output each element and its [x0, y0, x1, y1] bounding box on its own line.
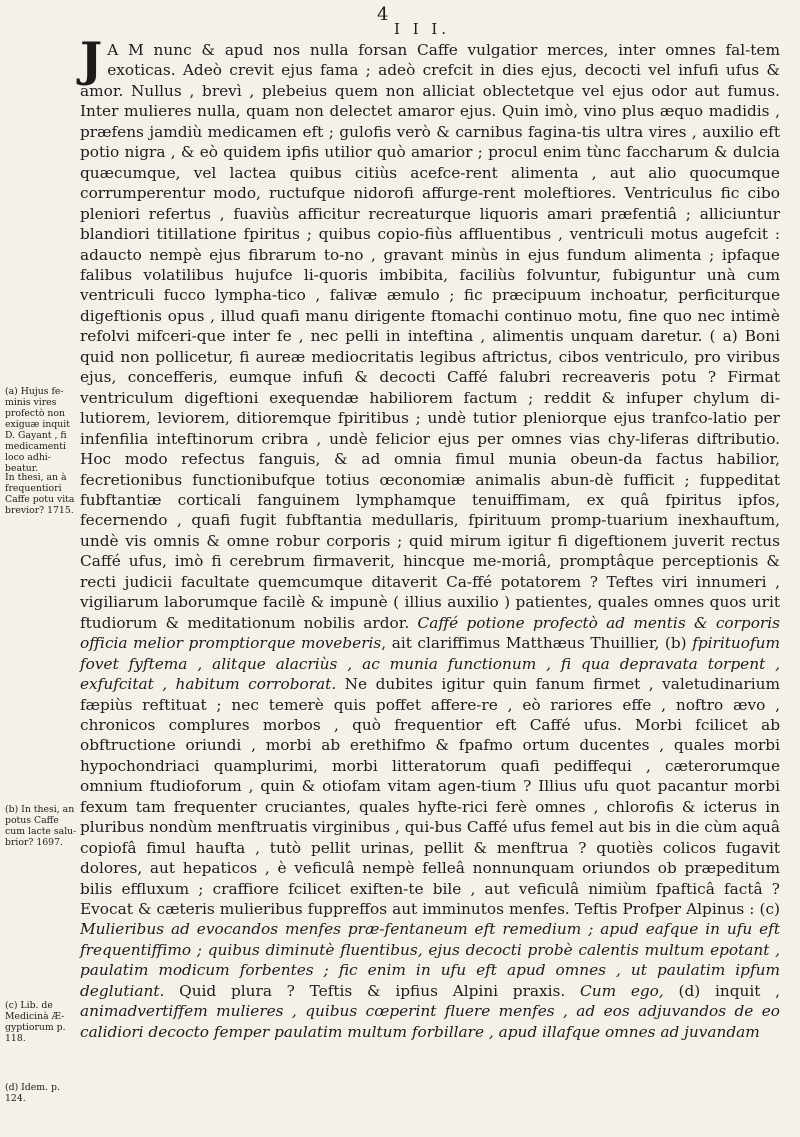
signature-mark: 4 — [377, 4, 389, 25]
quote-alpinus-2a: Cum ego, — [580, 981, 664, 1000]
text-run-1: A M nunc & apud nos nulla forsan Caffe vulgatior merces, inter omnes fal-tem exoticas. Adeò crevit ejus fama ; adeò crefcit in dies ejus, decocti vel infufi ufus & amor. Nullus , brevì , plebeius quem non alliciat oblectetque vel ejus odor aut fumus. Inter mulieres nulla, quam non delectet amaror ejus. Quin imò, vino plus æquo madidis , præfens jamdiù medicamen eft ; gulofis verò & carnibus fagina-tis ultra vires , auxilio eft potio nigra , & eò quidem ipfis utilior quò amarior ; procul enim tùnc faccharum & dulcia quæcumque, vel lactea quibus citiùs acefce-rent alimenta , aut alio quocumque corrumperentur modo, ructufque nidorofi affurge-rent moleftiores. Ventriculus fic cibo pleniori refertus , fuaviùs afficitur recreaturque liquoris amari præfentiâ ; alliciuntur blandiori titillatione fpiritus ; quibus copio-fiùs affluentibus , ventriculi motus augefcit : adaucto nempè ejus fibrarum to-no , gravant minùs in ejus fundum alimenta ; ipfaque falibus volatilibus hujufce li-quoris imbibita, faciliùs folvuntur, fubiguntur unà cum ventriculi fucco lympha-tico , falivæ æmulo ; fic præcipuum inchoatur, perficiturque digeftionis opus , illud quafi manu dirigente ftomachi continuo motu, fine quo nec intimè refolvi mifceri-que inter fe , nec pelli in inteftina , alimentis unquam daretur. ( a) Boni quid non pollicetur, fi aureæ mediocritatis legibus aftrictus, cibos ventriculo, pro viribus ejus, concefferis, eumque infufi & decocti Caffé falubri recreaveris potu ? Firmat ventriculum digeftioni exequendæ habiliorem factum ; reddit & infuper chylum di-lutiorem, leviorem, ditioremque fpiritibus ; undè tutior pleniorque ejus tranfco-latio per infenfilia inteftinorum cribra , undè felicior ejus per omnes vias chy-liferas diftributio. Hoc modo refectus fanguis, & ad omnia fimul munia obeun-da factus habilior, fecretionibus functionibufque totius œconomiæ animalis abun-dè fufficit ; fuppeditat fubftantiæ corticali fanguinem lymphamque tenuiffimam, ex quâ fpiritus ipfos, fecernendo , quafi fugit fubftantia medullaris, fpirituum promp-tuarium inexhauftum, undè vis omnis & omne robur corporis ; quid mirum igitur fi digeftionem juverit rectus Caffé ufus, imò fi cerebrum firmaverit, hincque me-moriâ, promptâque perceptionis & recti judicii facultate quemcumque ditaverit Ca-ffé potatorem ? Teftes viri innumeri , vigiliarum laborumque facilè & impunè ( illius auxilio ) patientes, quales omnes quos urit ftudiorum & meditationum nobilis ardor. — [80, 41, 780, 632]
text-run-2: , ait clariffimus Matthæus Thuillier, (b) — [381, 634, 693, 653]
margin-note-thesis-1715: In thesi, an à frequentiori Caffe potu vita brevior? 1715. — [5, 472, 75, 516]
quote-alpinus-1: Mulieribus ad evocandos menfes præ-fentaneum eft remedium ; apud eafque in ufu eft frequentiffimo ; quibus diminutè fluentibus, ejus decocti probè calentis multum epotant , paulatim modicum forbentes ; fic enim in ufu eft apud omnes , ut paulatim ipfum deglutiant. — [80, 920, 780, 1000]
quote-alpinus-2b: animadvertiffem mulieres , quibus cœperint fluere menfes , ad eos adjuvandos de eo calidiori decocto femper paulatim multum forbillare , apud illafque omnes ad juvandam — [80, 1002, 780, 1041]
page-header: I I I. — [394, 20, 451, 38]
drop-cap: J — [80, 33, 103, 88]
margin-note-a: (a) Hujus fe-minis vires profectò non exiguæ inquit D. Gayant , fi medicamenti loco adhi-beatur. — [5, 386, 70, 474]
margin-note-b: (b) In thesi, an potus Caffe cum lacte salu-brior? 1697. — [5, 804, 77, 848]
margin-note-d: (d) Idem. p. 124. — [5, 1082, 60, 1104]
quote-thuillier-2: fpirituofum fovet fyftema , alitque alacriùs , ac munia functionum , fi qua depravata torpent , exfufcitat , habitum corroborat. — [80, 634, 780, 694]
text-run-4: Quid plura ? Teftis & ipfius Alpini praxis. — [164, 981, 581, 1000]
body-text — [80, 33, 781, 1042]
margin-note-c: (c) Lib. de Medicinà Æ-gyptiorum p. 118. — [5, 1000, 66, 1044]
text-run-3: Ne dubites igitur quin fanum firmet , valetudinarium fæpiùs reftituat ; nec temerè quis poffet affere-re , eò rariores effe , noftro ævo , chronicos complures morbos , quò frequentior eft Caffé ufus. Morbi fcilicet ab obftructione oriundi , morbi ab erethifmo & fpafmo ortum ducentes , quales morbi hypochondriaci quamplurimi, morbi litteratorum quafi pediffequi , cæterorumque omnium ftudioforum , quin & otiofam vitam agen-tium ? Illius ufu quot pacantur morbi fexum tam frequenter cruciantes, quales hyfte-rici ferè omnes , chlorofis & icterus in pluribus nondùm menftruatis virginibus , qui-bus Caffé ufus femel aut bis in die cùm aquâ copiofâ fimul haufta , tutò pellit urinas, pellit & menftrua ? quotiès colicos fugavit dolores, aut hepaticos , è veficulâ nempè felleâ nonnunquam oriundos ob præpeditum bilis effluxum ; craffiore fcilicet exiften-te bile , aut veficulâ nimiùm fpafticâ factâ ? Evocat & cæteris mulieribus fuppreffos aut imminutos menfes. Teftis Profper Alpinus : (c) — [80, 675, 780, 919]
text-run-5: (d) inquit , — [663, 981, 781, 1000]
quote-thuillier-1: Caffé potione profectò ad mentis & corporis officia melior promptiorque moveberis — [80, 613, 780, 653]
paragraph — [80, 33, 781, 1042]
